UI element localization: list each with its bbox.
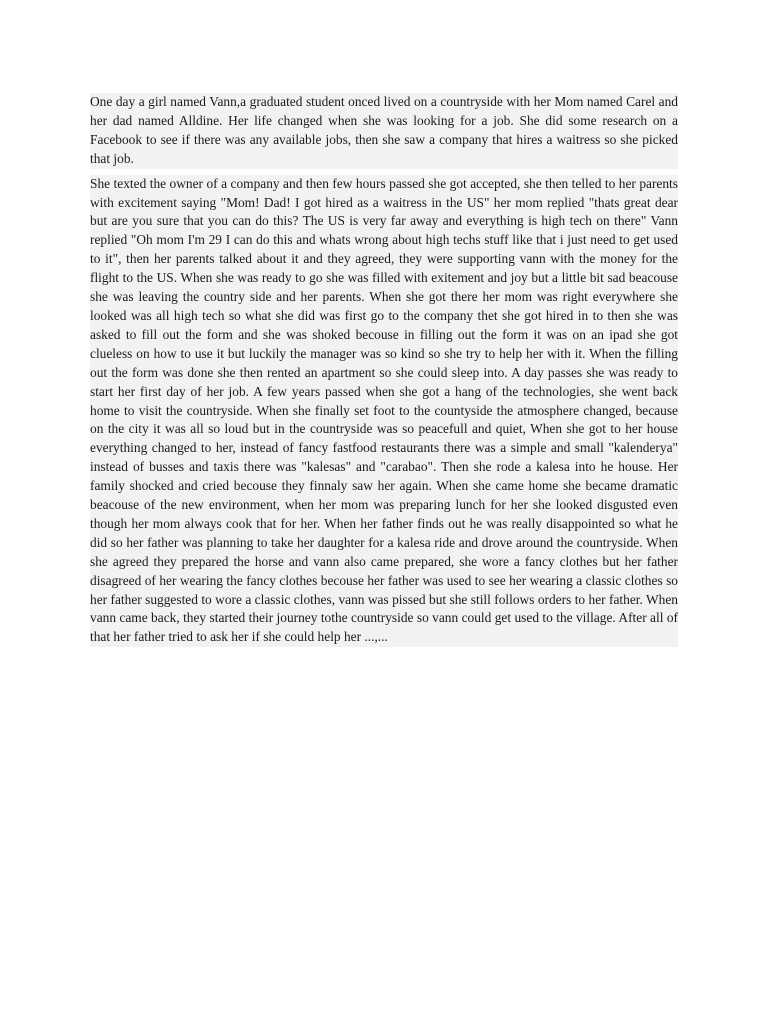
paragraph-1: One day a girl named Vann,a graduated student onced lived on a countryside with her Mom named Carel and her dad named Alldine. Her life changed when she was looking for a job. She did some research on a Facebook to see if there was any available jobs, then she saw a company that hires a waitress so she picked that job. — [90, 93, 678, 169]
paragraph-2: She texted the owner of a company and then few hours passed she got accepted, she then telled to her parents with excitement saying "Mom! Dad! I got hired as a waitress in the US" her mom replied "thats great dear but are you sure that you can do this? The US is very far away and everything is high tech on there" Vann replied "Oh mom I'm 29 I can do this and whats wrong about high techs stuff like that i just need to get used to it", then her parents talked about it and they agreed, they were supporting vann with the money for the flight to the US. When she was ready to go she was filled with exitement and joy but a little bit sad beacouse she was leaving the country side and her parents. When she got there her mom was right everywhere she looked was all high tech so what she did was first go to the company thet she got hired in to then she was asked to fill out the form and she was shoked becouse in filling out the form it was on an ipad she got clueless on how to use it but luckily the manager was so kind so she try to help her with it. When the filling out the form was done she then rented an apartment so she could sleep into. A day passes she was ready to start her first day of her job. A few years passed when she got a hang of the technologies, she went back home to visit the countryside. When she finally set foot to the countyside the atmosphere changed, because on the city it was all so loud but in the countryside was so peacefull and quiet, When she got to her house everything changed to her, instead of fancy fastfood restaurants there was a simple and small "kalenderya" instead of busses and taxis there was "kalesas" and "carabao". Then she rode a kalesa into he house. Her family shocked and cried becouse they finnaly saw her again. When she came home she became dramatic beacouse of the new environment, when her mom was preparing lunch for her she looked disgusted even though her mom always cook that for her. When her father finds out he was really disappointed so what he did so her father was planning to take her daughter for a kalesa ride and drove around the countryside. When she agreed they prepared the horse and vann also came prepared, she wore a fancy clothes but her father disagreed of her wearing the fancy clothes becouse her father was used to see her wearing a classic clothes so her father suggested to wore a classic clothes, vann was pissed but she still follows orders to her father. When vann came back, they started their journey tothe countryside so vann could get used to the village. After all of that her father tried to ask her if she could help her ...,... — [90, 175, 678, 648]
story-text — [90, 93, 678, 647]
